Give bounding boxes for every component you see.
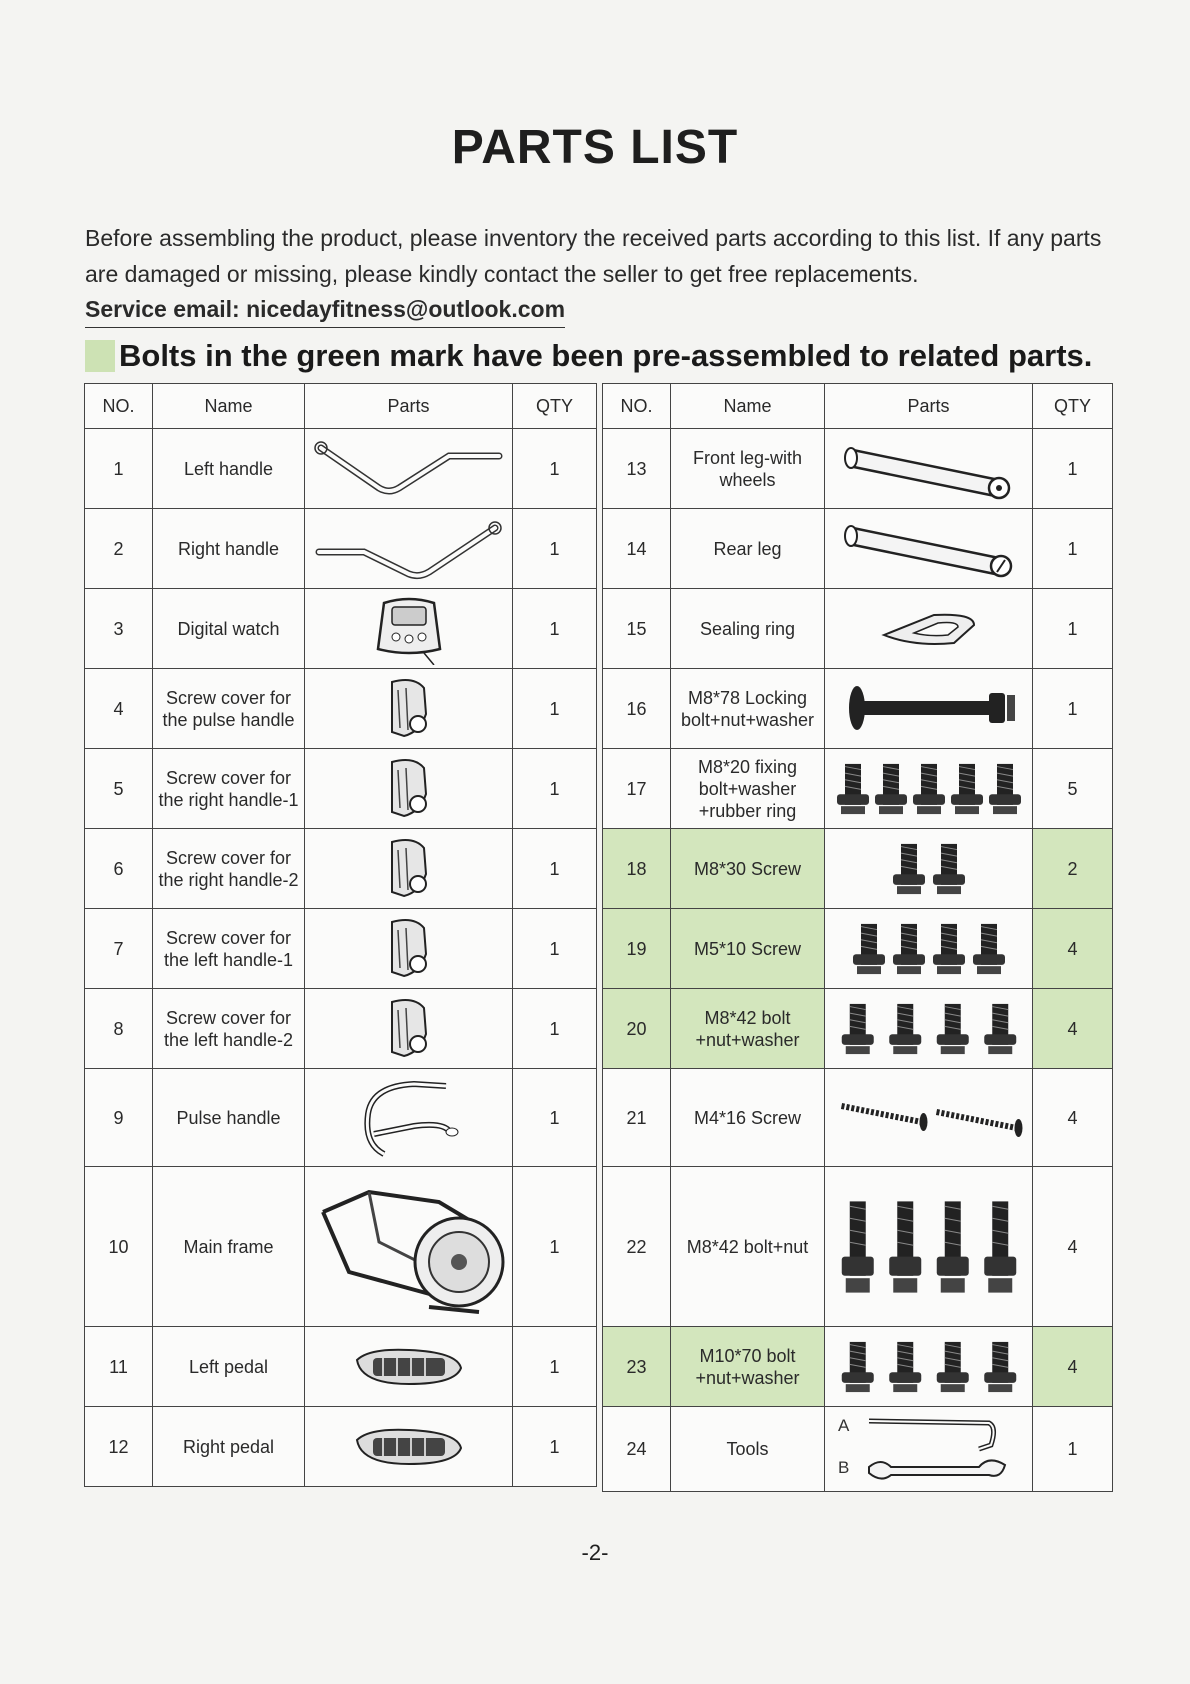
screw-cover-icon — [308, 994, 509, 1064]
part-name: Main frame — [153, 1167, 305, 1327]
part-qty: 1 — [513, 909, 597, 989]
part-image — [305, 1069, 513, 1167]
part-name: Front leg-with wheels — [671, 429, 825, 509]
part-name: M10*70 bolt +nut+washer — [671, 1327, 825, 1407]
part-name: M8*42 bolt+nut — [671, 1167, 825, 1327]
part-image — [305, 989, 513, 1069]
part-name: Left pedal — [153, 1327, 305, 1407]
intro-text: Before assembling the product, please inventory the received parts according to this list. If any parts are damaged or missing, please kindly contact the seller to get free replacements. — [85, 225, 1102, 287]
header-qty: QTY — [513, 384, 597, 429]
part-qty: 1 — [513, 749, 597, 829]
table-row — [603, 1407, 1113, 1492]
part-qty: 1 — [513, 429, 597, 509]
part-name: Screw cover for the right handle-1 — [153, 749, 305, 829]
part-name: M8*30 Screw — [671, 829, 825, 909]
part-image — [305, 429, 513, 509]
green-mark-swatch — [85, 340, 115, 372]
part-no: 17 — [603, 749, 671, 829]
part-no: 12 — [85, 1407, 153, 1487]
table-row — [603, 509, 1113, 589]
part-name: M4*16 Screw — [671, 1069, 825, 1167]
wood-screw-icon — [828, 1090, 1029, 1146]
part-image — [825, 909, 1033, 989]
green-mark-note — [85, 338, 1092, 374]
table-header-row — [603, 384, 1113, 429]
table-row — [603, 749, 1113, 829]
table-row — [603, 669, 1113, 749]
screw-cover-icon — [308, 674, 509, 744]
part-no: 2 — [85, 509, 153, 589]
part-no: 19 — [603, 909, 671, 989]
part-qty: 4 — [1033, 1069, 1113, 1167]
table-row — [603, 989, 1113, 1069]
part-name: Screw cover for the right handle-2 — [153, 829, 305, 909]
part-no: 3 — [85, 589, 153, 669]
part-name: Right handle — [153, 509, 305, 589]
right-handle-icon — [308, 516, 509, 582]
part-name: Screw cover for the left handle-1 — [153, 909, 305, 989]
part-name: Tools — [671, 1407, 825, 1492]
part-name: Digital watch — [153, 589, 305, 669]
table-row — [85, 669, 597, 749]
part-image — [825, 509, 1033, 589]
table-row — [603, 429, 1113, 509]
part-no: 18 — [603, 829, 671, 909]
page-title: PARTS LIST — [451, 121, 739, 174]
part-qty: 1 — [513, 829, 597, 909]
part-name: M5*10 Screw — [671, 909, 825, 989]
header-no: NO. — [85, 384, 153, 429]
part-image — [305, 749, 513, 829]
part-no: 1 — [85, 429, 153, 509]
locking-bolt-icon — [828, 681, 1029, 737]
table-row — [85, 1407, 597, 1487]
pulse-handle-icon — [308, 1074, 509, 1162]
table-row — [603, 909, 1113, 989]
digital-watch-icon — [308, 593, 509, 665]
table-row — [603, 1327, 1113, 1407]
part-name: M8*20 fixing bolt+washer +rubber ring — [671, 749, 825, 829]
part-no: 6 — [85, 829, 153, 909]
part-no: 11 — [85, 1327, 153, 1407]
part-image — [305, 909, 513, 989]
part-image — [305, 829, 513, 909]
part-name: Screw cover for the left handle-2 — [153, 989, 305, 1069]
bolt-icon — [828, 1334, 1029, 1400]
part-no: 9 — [85, 1069, 153, 1167]
table-row — [85, 429, 597, 509]
part-name: Sealing ring — [671, 589, 825, 669]
header-name: Name — [153, 384, 305, 429]
part-qty: 4 — [1033, 909, 1113, 989]
part-no: 13 — [603, 429, 671, 509]
part-qty: 1 — [1033, 589, 1113, 669]
part-no: 4 — [85, 669, 153, 749]
table-row — [603, 1167, 1113, 1327]
part-qty: 1 — [513, 1069, 597, 1167]
part-image — [825, 989, 1033, 1069]
part-qty: 1 — [513, 669, 597, 749]
part-qty: 4 — [1033, 1167, 1113, 1327]
table-row — [85, 1327, 597, 1407]
header-name: Name — [671, 384, 825, 429]
screw-icon — [828, 916, 1029, 982]
page-number: -2- — [581, 1540, 609, 1565]
part-no: 21 — [603, 1069, 671, 1167]
part-image — [825, 1407, 1033, 1492]
part-no: 20 — [603, 989, 671, 1069]
part-qty: 1 — [1033, 429, 1113, 509]
table-row — [85, 1069, 597, 1167]
part-no: 8 — [85, 989, 153, 1069]
part-image — [305, 589, 513, 669]
header-qty: QTY — [1033, 384, 1113, 429]
part-image — [825, 1069, 1033, 1167]
table-row — [85, 749, 597, 829]
screw-cover-icon — [308, 834, 509, 904]
part-image — [305, 669, 513, 749]
screw-icon — [828, 836, 1029, 902]
parts-table-left — [84, 383, 597, 1487]
part-qty: 5 — [1033, 749, 1113, 829]
pedal-icon — [308, 1422, 509, 1472]
sealing-ring-icon — [828, 607, 1029, 651]
table-row — [85, 589, 597, 669]
bolt-icon — [828, 1187, 1029, 1307]
part-qty: 4 — [1033, 1327, 1113, 1407]
part-name: Rear leg — [671, 509, 825, 589]
front-leg-icon — [828, 438, 1029, 500]
table-row — [85, 509, 597, 589]
part-image — [305, 1407, 513, 1487]
part-qty: 1 — [1033, 1407, 1113, 1492]
table-row — [85, 1167, 597, 1327]
part-qty: 1 — [1033, 509, 1113, 589]
tool-label-b: B — [838, 1458, 850, 1477]
header-parts: Parts — [305, 384, 513, 429]
part-image — [825, 429, 1033, 509]
part-image — [825, 829, 1033, 909]
table-row — [603, 589, 1113, 669]
part-qty: 1 — [1033, 669, 1113, 749]
part-no: 7 — [85, 909, 153, 989]
bolt-icon — [828, 996, 1029, 1062]
part-image — [825, 1327, 1033, 1407]
part-no: 22 — [603, 1167, 671, 1327]
parts-table-right — [602, 383, 1113, 1492]
tools-icon — [828, 1409, 1029, 1489]
part-no: 15 — [603, 589, 671, 669]
left-handle-icon — [308, 436, 509, 502]
table-header-row — [85, 384, 597, 429]
part-no: 5 — [85, 749, 153, 829]
screw-cover-icon — [308, 754, 509, 824]
main-frame-icon — [308, 1172, 509, 1322]
part-image — [825, 589, 1033, 669]
table-row — [85, 829, 597, 909]
part-name: Screw cover for the pulse handle — [153, 669, 305, 749]
part-qty: 1 — [513, 589, 597, 669]
service-email: Service email: nicedayfitness@outlook.com — [85, 296, 565, 328]
part-name: M8*78 Locking bolt+nut+washer — [671, 669, 825, 749]
part-qty: 1 — [513, 1327, 597, 1407]
part-no: 23 — [603, 1327, 671, 1407]
table-row — [85, 909, 597, 989]
part-qty: 2 — [1033, 829, 1113, 909]
pedal-icon — [308, 1342, 509, 1392]
part-qty: 1 — [513, 989, 597, 1069]
part-name: M8*42 bolt +nut+washer — [671, 989, 825, 1069]
green-mark-note-text: Bolts in the green mark have been pre-assembled to related parts. — [119, 338, 1093, 373]
table-row — [603, 1069, 1113, 1167]
part-image — [825, 1167, 1033, 1327]
rear-leg-icon — [828, 518, 1029, 580]
tool-label-a: A — [838, 1416, 850, 1435]
part-name: Pulse handle — [153, 1069, 305, 1167]
part-image — [305, 1167, 513, 1327]
part-image — [305, 1327, 513, 1407]
part-name: Left handle — [153, 429, 305, 509]
part-qty: 4 — [1033, 989, 1113, 1069]
bolt-icon — [828, 756, 1029, 822]
header-no: NO. — [603, 384, 671, 429]
part-qty: 1 — [513, 509, 597, 589]
table-row — [603, 829, 1113, 909]
table-row — [85, 989, 597, 1069]
part-no: 10 — [85, 1167, 153, 1327]
part-no: 16 — [603, 669, 671, 749]
part-qty: 1 — [513, 1167, 597, 1327]
part-image — [825, 749, 1033, 829]
part-qty: 1 — [513, 1407, 597, 1487]
part-image — [305, 509, 513, 589]
part-no: 24 — [603, 1407, 671, 1492]
part-image — [825, 669, 1033, 749]
header-parts: Parts — [825, 384, 1033, 429]
screw-cover-icon — [308, 914, 509, 984]
part-name: Right pedal — [153, 1407, 305, 1487]
part-no: 14 — [603, 509, 671, 589]
